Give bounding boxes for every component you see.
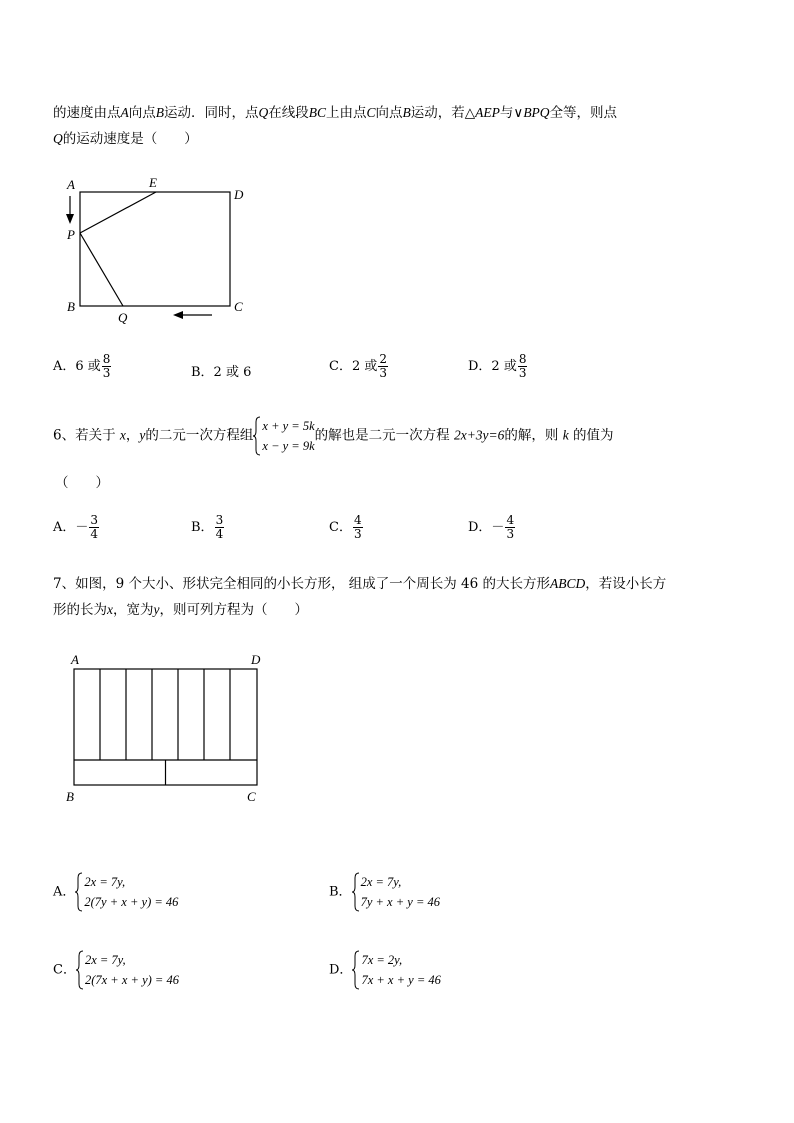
brace-icon (75, 872, 83, 912)
q5-figure (55, 170, 270, 330)
fraction: $\frac{4}{3}$ (506, 513, 515, 541)
segment-pe (80, 192, 156, 233)
q6-option-d[interactable]: D．－ $\frac{4}{3}$ (468, 513, 515, 541)
q6-option-a[interactable]: A．－ $\frac{3}{4}$ (53, 513, 99, 541)
label-c: C (234, 299, 243, 314)
brace-icon (352, 872, 360, 912)
fraction: $\frac{3}{4}$ (215, 513, 224, 541)
q6-answer-paren: （ ） (55, 475, 109, 491)
rectangle-abcd (80, 192, 230, 306)
brace-icon (76, 950, 84, 990)
label-q: Q (118, 310, 128, 325)
q5-option-a[interactable]: A．6 或 $\frac{8}{3}$ (53, 352, 111, 380)
q5-line1: 的速度由点A向点B运动．同时，点Q在线段BC上由点C向点B运动，若△AEP与∨BPQ全等，则点 (53, 105, 618, 121)
equation-system: 2x = 7y, 2(7x + x + y) = 46 (76, 950, 179, 990)
label-b: B (67, 299, 75, 314)
q7-option-d[interactable]: D． 7x = 2y, 7x + x + y = 46 (329, 950, 441, 990)
q7-option-b[interactable]: B． 2x = 7y, 7y + x + y = 46 (329, 872, 440, 912)
label-e: E (149, 175, 157, 190)
equation-system: 7x = 2y, 7x + x + y = 46 (352, 950, 440, 990)
label-c: C (247, 789, 256, 804)
q5-option-c[interactable]: C．2 或 $\frac{2}{3}$ (329, 352, 387, 380)
brace-icon (352, 950, 360, 990)
arrow-left-icon (173, 311, 183, 319)
label-d: D (251, 652, 261, 667)
label-a: A (67, 177, 75, 192)
q5-line2: Q的运动速度是（ ） (53, 131, 198, 147)
q5-option-b[interactable]: B．2 或 6 (191, 365, 252, 380)
equation-system: 2x = 7y, 7y + x + y = 46 (352, 872, 440, 912)
q7-line2: 形的长为x，宽为y，则可列方程为（ ） (53, 602, 308, 618)
q7-option-c[interactable]: C． 2x = 7y, 2(7x + x + y) = 46 (53, 950, 179, 990)
q6-option-b[interactable]: B． $\frac{3}{4}$ (191, 513, 224, 541)
q7-line1: 7、如图，9 个大小、形状完全相同的小长方形， 组成了一个周长为 46 的大长方形ABCD，若设小长方 (53, 576, 667, 592)
q7-figure (60, 650, 275, 810)
label-p: P (67, 227, 75, 242)
fraction: $\frac{2}{3}$ (379, 352, 387, 380)
q6-option-c[interactable]: C． $\frac{4}{3}$ (329, 513, 362, 541)
segment-pq (80, 233, 123, 306)
q6-equation-system: x + y = 5k x − y = 9k (253, 416, 314, 456)
q7-option-a[interactable]: A． 2x = 7y, 2(7y + x + y) = 46 (53, 872, 178, 912)
fraction: $\frac{3}{4}$ (90, 513, 99, 541)
q6-stem: 6、若关于 x，y的二元一次方程组 x + y = 5k x − y = 9k 的解也是二元一次方程 2x+3y=6的解，则 k 的值为 (53, 416, 614, 456)
label-a: A (71, 652, 79, 667)
label-b: B (66, 789, 74, 804)
equation-system: 2x = 7y, 2(7y + x + y) = 46 (75, 872, 178, 912)
arrow-down-icon (66, 214, 74, 224)
q5-option-d[interactable]: D．2 或 $\frac{8}{3}$ (468, 352, 527, 380)
brace-icon (253, 416, 261, 456)
label-d: D (234, 187, 244, 202)
fraction: $\frac{4}{3}$ (353, 513, 362, 541)
fraction: $\frac{8}{3}$ (102, 352, 111, 380)
fraction: $\frac{8}{3}$ (518, 352, 527, 380)
